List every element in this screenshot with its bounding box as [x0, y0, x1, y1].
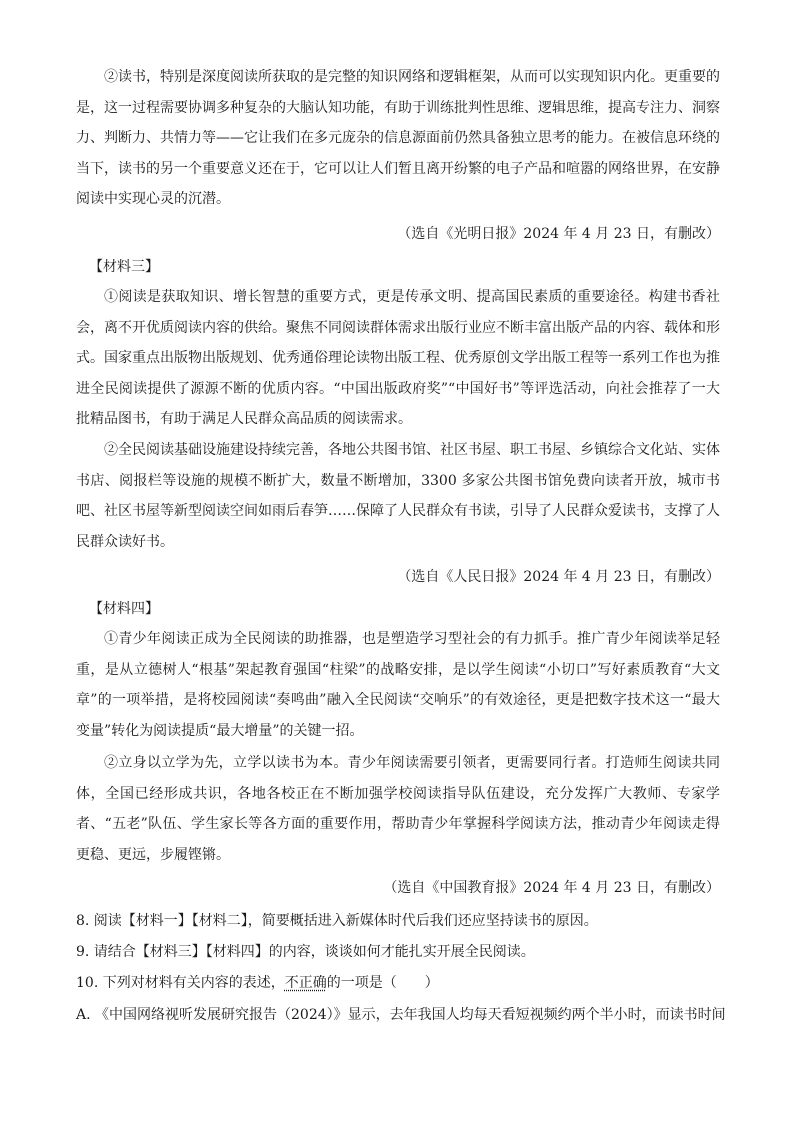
material4-paragraph-1: ①青少年阅读正成为全民阅读的助推器，也是塑造学习型社会的有力抓手。推广青少年阅读举足轻重，是从立德树人“根基”架起教育强国“柱梁”的战略安排，是以学生阅读“小切口”写好素质教育“大文章”的一项举措，是将校园阅读“奏鸣曲”融入全民阅读“交响乐”的有效途径，更是把数字技术这一“最大变量”转化为阅读提质“最大增量”的关键一招。: [76, 631, 720, 739]
material3-source: （选自《人民日报》2024 年 4 月 23 日，有删改）: [397, 569, 720, 585]
material4-heading: 【材料四】: [89, 601, 159, 617]
material2-paragraph-2: ②读书，特别是深度阅读所获取的是完整的知识网络和逻辑框架，从而可以实现知识内化。更重要的是，这一过程需要协调多种复杂的大脑认知功能，有助于训练批判性思维、逻辑思维，提高专注力、洞察力、判断力、共情力等——它让我们在多元庞杂的信息源面前仍然具备独立思考的能力。在被信息环绕的当下，读书的另一个重要意义还在于，它可以让人们暂且离开纷繁的电子产品和喧嚣的网络世界，在安静阅读中实现心灵的沉潜。: [76, 69, 720, 207]
material2-source: （选自《光明日报》2024 年 4 月 23 日，有删改）: [397, 226, 720, 242]
question-10-emphasis: 不正确: [284, 975, 327, 991]
material4-paragraph-2: ②立身以立学为先，立学以读书为本。青少年阅读需要引领者，更需要同行者。打造师生阅读共同体，全国已经形成共识，各地各校正在不断加强学校阅读指导队伍建设，充分发挥广大教师、专家学者、“五老”队伍、学生家长等各方面的重要作用，帮助青少年掌握科学阅读方法，推动青少年阅读走得更稳、更远，步履铿锵。: [76, 755, 720, 863]
material3-paragraph-2: ②全民阅读基础设施建设持续完善，各地公共图书馆、社区书屋、职工书屋、乡镇综合文化站、实体书店、阅报栏等设施的规模不断扩大，数量不断增加，3300 多家公共图书馆免费向读者开放，城市书吧、社区书屋等新型阅读空间如雨后春笋……保障了人民群众有书读，引导了人民群众爱读书，支撑了人民群众读好书。: [76, 442, 720, 550]
question-10-option-a: A. 《中国网络视听发展研究报告（2024）》显示，去年我国人均每天看短视频约两个半小时，而读书时间: [76, 1007, 726, 1023]
question-10: [76, 968, 736, 998]
material4-source: （选自《中国教育报》2024 年 4 月 23 日，有删改）: [383, 880, 720, 896]
question-10-suffix: 的一项是（ ）: [326, 975, 439, 991]
material3-heading: 【材料三】: [89, 259, 159, 275]
question-8: 8. 阅读【材料一】【材料二】，简要概括进入新媒体时代后我们还应坚持读书的原因。: [76, 913, 598, 929]
question-10-prefix: 10. 下列对材料有关内容的表述，: [76, 975, 285, 991]
question-9: 9. 请结合【材料三】【材料四】的内容，谈谈如何才能扎实开展全民阅读。: [76, 944, 535, 960]
material3-paragraph-1: ①阅读是获取知识、增长智慧的重要方式，更是传承文明、提高国民素质的重要途径。构建书香社会，离不开优质阅读内容的供给。聚焦不同阅读群体需求出版行业应不断丰富出版产品的内容、载体和形式。国家重点出版物出版规划、优秀通俗理论读物出版工程、优秀原创文学出版工程等一系列工作也为推进全民阅读提供了源源不断的优质内容。“中国出版政府奖”“中国好书”等评选活动，向社会推荐了一大批精品图书，有助于满足人民群众高品质的阅读需求。: [76, 289, 720, 427]
